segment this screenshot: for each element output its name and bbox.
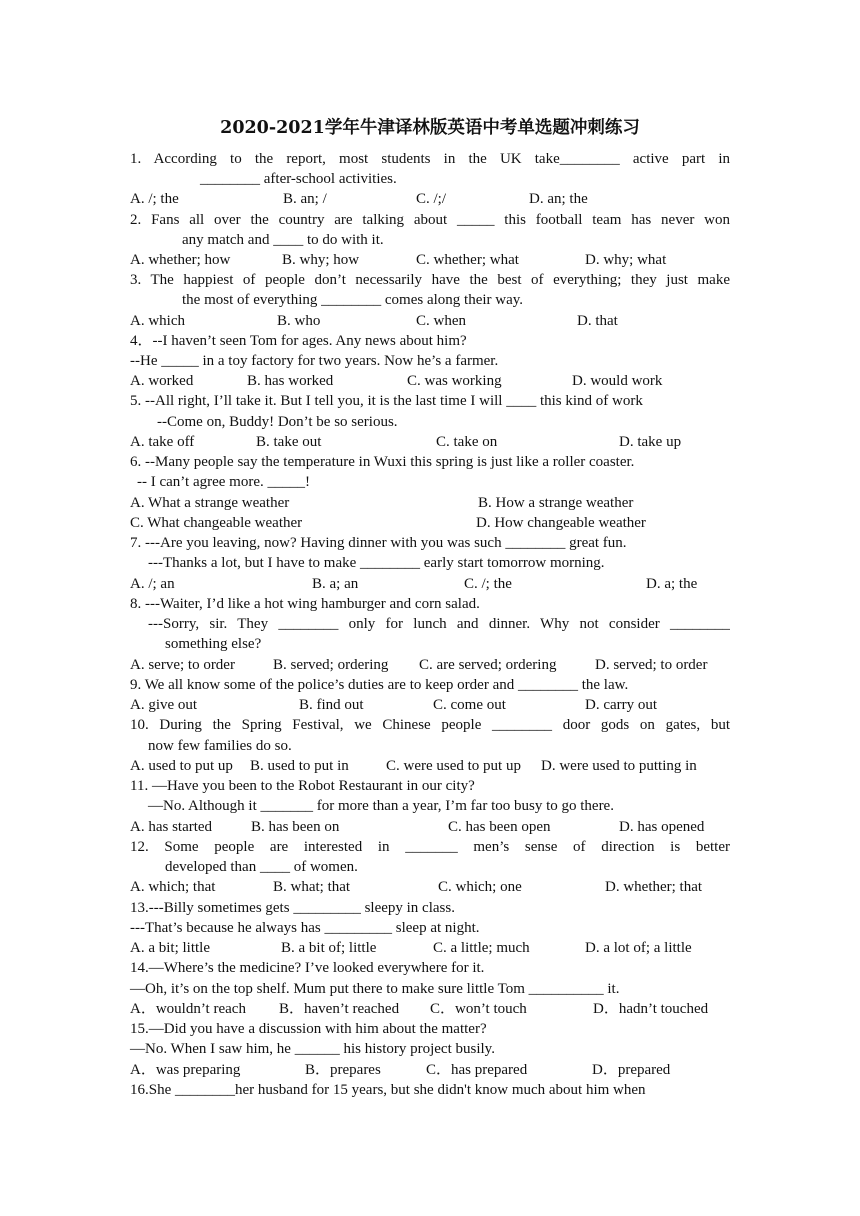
question-3-stem-cont: the most of everything ________ comes along their way.: [182, 292, 524, 308]
option-d: D. a; the: [646, 576, 698, 592]
question-9-stem: 9. We all know some of the police’s duties are to keep order and ________ the law.: [130, 677, 629, 693]
question-5-options: [130, 432, 730, 452]
question-2-stem: 2. Fans all over the country are talking about _____ this football team has never won: [130, 212, 730, 228]
option-a: A. serve; to order: [130, 657, 235, 673]
option-b: B. what; that: [273, 879, 351, 895]
option-a: A. /; the: [130, 191, 179, 207]
option-a: A. used to put up: [130, 758, 233, 774]
option-c: C. take on: [436, 434, 498, 450]
option-c: C. a little; much: [433, 940, 530, 956]
question-6-stem-cont: -- I can’t agree more. _____!: [137, 474, 310, 490]
option-b: B. an; /: [283, 191, 327, 207]
question-7-options: [130, 574, 730, 594]
question-14-stem: 14.—Where’s the medicine? I’ve looked everywhere for it.: [130, 960, 485, 976]
option-c: C. whether; what: [416, 252, 519, 268]
option-a: A. a bit; little: [130, 940, 210, 956]
question-11-options: [130, 817, 730, 837]
question-12-stem-cont: developed than ____ of women.: [165, 859, 358, 875]
option-c: C. What changeable weather: [130, 515, 303, 531]
question-14-stem-cont: —Oh, it’s on the top shelf. Mum put there to make sure little Tom __________ it.: [130, 981, 620, 997]
option-b: B. find out: [299, 697, 364, 713]
option-d: D．prepared: [592, 1062, 671, 1078]
option-c: C. when: [416, 313, 466, 329]
option-d: D. served; to order: [595, 657, 708, 673]
option-c: C. /;/: [416, 191, 447, 207]
question-12-stem: 12. Some people are interested in _______ men’s sense of direction is better: [130, 839, 730, 855]
option-b: B. used to put in: [250, 758, 349, 774]
question-4-stem: 4．--I haven’t seen Tom for ages. Any news about him?: [130, 333, 467, 349]
option-c: C. /; the: [464, 576, 512, 592]
option-c: C. are served; ordering: [419, 657, 557, 673]
option-d: D. whether; that: [605, 879, 703, 895]
option-a: A. give out: [130, 697, 198, 713]
question-10-stem: 10. During the Spring Festival, we Chinese people ________ door gods on gates, but: [130, 717, 730, 733]
option-b: B．haven’t reached: [279, 1001, 400, 1017]
question-5-stem-cont: --Come on, Buddy! Don’t be so serious.: [157, 414, 398, 430]
question-7-stem-cont: ---Thanks a lot, but I have to make ________ early start tomorrow morning.: [148, 555, 605, 571]
question-2-stem-cont: any match and ____ to do with it.: [182, 232, 384, 248]
option-c: C．won’t touch: [430, 1001, 527, 1017]
question-6-options-row-1: [130, 493, 730, 513]
option-b: B. has worked: [247, 373, 334, 389]
option-b: B. a; an: [312, 576, 359, 592]
option-d: D. a lot of; a little: [585, 940, 692, 956]
question-10-stem-cont: now few families do so.: [148, 738, 292, 754]
question-5-stem: 5. --All right, I’ll take it. But I tell you, it is the last time I will ____ this kind of work: [130, 393, 643, 409]
question-1-stem-cont: ________ after-school activities.: [200, 171, 397, 187]
question-3-options: [130, 311, 730, 331]
option-d: D. take up: [619, 434, 682, 450]
question-13-stem-cont: ---That’s because he always has _________ sleep at night.: [130, 920, 480, 936]
option-c: C．has prepared: [426, 1062, 528, 1078]
question-7-stem: 7. ---Are you leaving, now? Having dinner with you was such ________ great fun.: [130, 535, 627, 551]
document-title: 2020-2021学年牛津译林版英语中考单选题冲刺练习: [220, 118, 640, 138]
option-b: B. take out: [256, 434, 322, 450]
question-16-stem: 16.She ________her husband for 15 years, but she didn't know much about him when: [130, 1082, 646, 1098]
option-d: D. has opened: [619, 819, 705, 835]
option-d: D. would work: [572, 373, 663, 389]
question-1-options: [130, 189, 730, 209]
option-a: A. What a strange weather: [130, 495, 290, 511]
option-d: D．hadn’t touched: [593, 1001, 709, 1017]
question-1-stem: 1. According to the report, most students in the UK take________ active part in: [130, 151, 730, 167]
option-a: A. has started: [130, 819, 213, 835]
question-2-options: [130, 250, 730, 270]
question-11-stem-cont: —No. Although it _______ for more than a year, I’m far too busy to go there.: [148, 798, 614, 814]
option-d: D. why; what: [585, 252, 667, 268]
option-b: B. How a strange weather: [478, 495, 634, 511]
option-a: A．was preparing: [130, 1062, 241, 1078]
question-4-options: [130, 371, 730, 391]
option-b: B．prepares: [305, 1062, 381, 1078]
question-13-options: [130, 938, 730, 958]
question-14-options: [130, 999, 730, 1019]
option-a: A. which; that: [130, 879, 216, 895]
question-4-stem-cont: --He _____ in a toy factory for two years. Now he’s a farmer.: [130, 353, 499, 369]
option-d: D. How changeable weather: [476, 515, 646, 531]
question-15-stem-cont: —No. When I saw him, he ______ his history project busily.: [130, 1041, 495, 1057]
option-c: C. were used to put up: [386, 758, 521, 774]
question-15-stem: 15.—Did you have a discussion with him about the matter?: [130, 1021, 487, 1037]
option-b: B. served; ordering: [273, 657, 389, 673]
option-b: B. has been on: [251, 819, 340, 835]
option-d: D. an; the: [529, 191, 588, 207]
question-8-stem-cont-2: something else?: [165, 636, 262, 652]
option-b: B. who: [277, 313, 321, 329]
option-d: D. carry out: [585, 697, 658, 713]
question-3-stem: 3. The happiest of people don’t necessarily have the best of everything; they just make: [130, 272, 730, 288]
option-c: C. come out: [433, 697, 506, 713]
question-6-options-row-2: [130, 513, 730, 533]
question-6-stem: 6. --Many people say the temperature in Wuxi this spring is just like a roller coaster.: [130, 454, 635, 470]
question-9-options: [130, 695, 730, 715]
option-c: C. was working: [407, 373, 502, 389]
option-a: A．wouldn’t reach: [130, 1001, 246, 1017]
option-a: A. /; an: [130, 576, 175, 592]
option-a: A. take off: [130, 434, 195, 450]
question-15-options: [130, 1060, 730, 1080]
option-d: D. were used to putting in: [541, 758, 697, 774]
question-8-options: [130, 655, 730, 675]
question-12-options: [130, 877, 730, 897]
option-d: D. that: [577, 313, 618, 329]
question-10-options: [130, 756, 730, 776]
option-a: A. whether; how: [130, 252, 231, 268]
option-a: A. which: [130, 313, 185, 329]
option-b: B. a bit of; little: [281, 940, 377, 956]
question-11-stem: 11. —Have you been to the Robot Restaurant in our city?: [130, 778, 475, 794]
option-b: B. why; how: [282, 252, 360, 268]
option-a: A. worked: [130, 373, 194, 389]
option-c: C. which; one: [438, 879, 522, 895]
question-8-stem: 8. ---Waiter, I’d like a hot wing hamburger and corn salad.: [130, 596, 480, 612]
option-c: C. has been open: [448, 819, 551, 835]
question-8-stem-cont: ---Sorry, sir. They ________ only for lunch and dinner. Why not consider ________: [148, 616, 730, 632]
question-13-stem: 13.---Billy sometimes gets _________ sleepy in class.: [130, 900, 455, 916]
